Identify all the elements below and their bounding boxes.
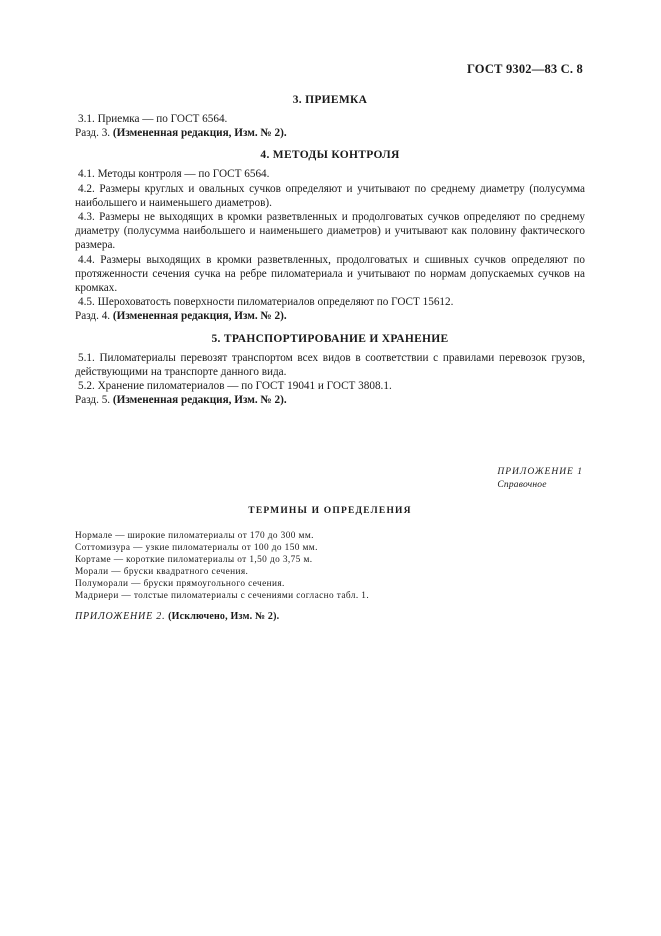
amendment-note-3 bbox=[75, 126, 585, 140]
terms-title: ТЕРМИНЫ И ОПРЕДЕЛЕНИЯ bbox=[248, 506, 412, 516]
section-title-control-methods: 4. МЕТОДЫ КОНТРОЛЯ bbox=[260, 149, 400, 162]
paragraph-5-2: 5.2. Хранение пиломатериалов — по ГОСТ 19041 и ГОСТ 3808.1. bbox=[78, 380, 392, 393]
paragraph-4-4: 4.4. Размеры выходящих в кромки разветвленных, продолговатых и сшивных сучков определяют по протяженности сечения сучка на ребре пиломатериала и учитывают по нормам допускаемых сучков на кромках. bbox=[75, 253, 585, 295]
amendment-prefix: Разд. 3. bbox=[75, 127, 113, 140]
appendix-2-note bbox=[75, 611, 279, 622]
section-title-acceptance: 3. ПРИЕМКА bbox=[292, 94, 368, 106]
page-header: ГОСТ 9302—83 С. 8 bbox=[466, 62, 583, 76]
amendment-text: (Измененная редакция, Изм. № 2). bbox=[112, 127, 287, 140]
appendix-2-excluded: (Исключено, Изм. № 2). bbox=[168, 611, 280, 622]
appendix-1-type: Справочное bbox=[497, 479, 547, 490]
paragraph-3-1: 3.1. Приемка — по ГОСТ 6564. bbox=[78, 113, 228, 125]
paragraph-4-3: 4.3. Размеры не выходящих в кромки разветвленных и продолговатых сучков определяют по среднему диаметру (полусумма наибольшего и наименьшего диаметров) и учитывают как половину фактического размера. bbox=[75, 211, 585, 252]
term-item: Кортаме — короткие пиломатериалы от 1,50 до 3,75 м. bbox=[75, 555, 313, 566]
amendment-note-4 bbox=[75, 309, 585, 323]
appendix-2-label: ПРИЛОЖЕНИЕ 2. bbox=[75, 611, 166, 622]
amendment-prefix: Разд. 4. bbox=[75, 310, 113, 323]
section-title-transport-storage: 5. ТРАНСПОРТИРОВАНИЕ И ХРАНЕНИЕ bbox=[211, 332, 449, 345]
term-item: Мадриери — толстые пиломатериалы с сечениями согласно табл. 1. bbox=[75, 591, 370, 602]
term-item: Соттомизура — узкие пиломатериалы от 100 до 150 мм. bbox=[75, 543, 318, 554]
main-content bbox=[75, 94, 585, 407]
term-item: Нормале — широкие пиломатериалы от 170 до 300 мм. bbox=[75, 531, 314, 541]
amendment-prefix: Разд. 5. bbox=[75, 394, 113, 407]
paragraph-5-1: 5.1. Пиломатериалы перевозят транспортом всех видов в соответствии с правилами перевозок грузов, действующими на транспорте данного вида. bbox=[75, 351, 585, 378]
appendix-1-title: ПРИЛОЖЕНИЕ 1 bbox=[497, 467, 583, 477]
amendment-text: (Измененная редакция, Изм. № 2). bbox=[112, 394, 287, 407]
amendment-text: (Измененная редакция, Изм. № 2). bbox=[112, 310, 287, 323]
term-item: Полуморали — бруски прямоугольного сечения. bbox=[75, 579, 285, 590]
paragraph-4-1: 4.1. Методы контроля — по ГОСТ 6564. bbox=[78, 168, 270, 181]
appendix-1-label bbox=[497, 466, 583, 491]
amendment-note-5 bbox=[75, 393, 585, 407]
paragraph-4-5: 4.5. Шероховатость поверхности пиломатериалов определяют по ГОСТ 15612. bbox=[78, 296, 454, 309]
terms-list bbox=[75, 530, 585, 603]
term-item: Морали — бруски квадратного сечения. bbox=[75, 567, 249, 578]
paragraph-4-2: 4.2. Размеры круглых и овальных сучков определяют и учитывают по среднему диаметру (полусумма наибольшего и наименьшего диаметров). bbox=[75, 182, 585, 209]
